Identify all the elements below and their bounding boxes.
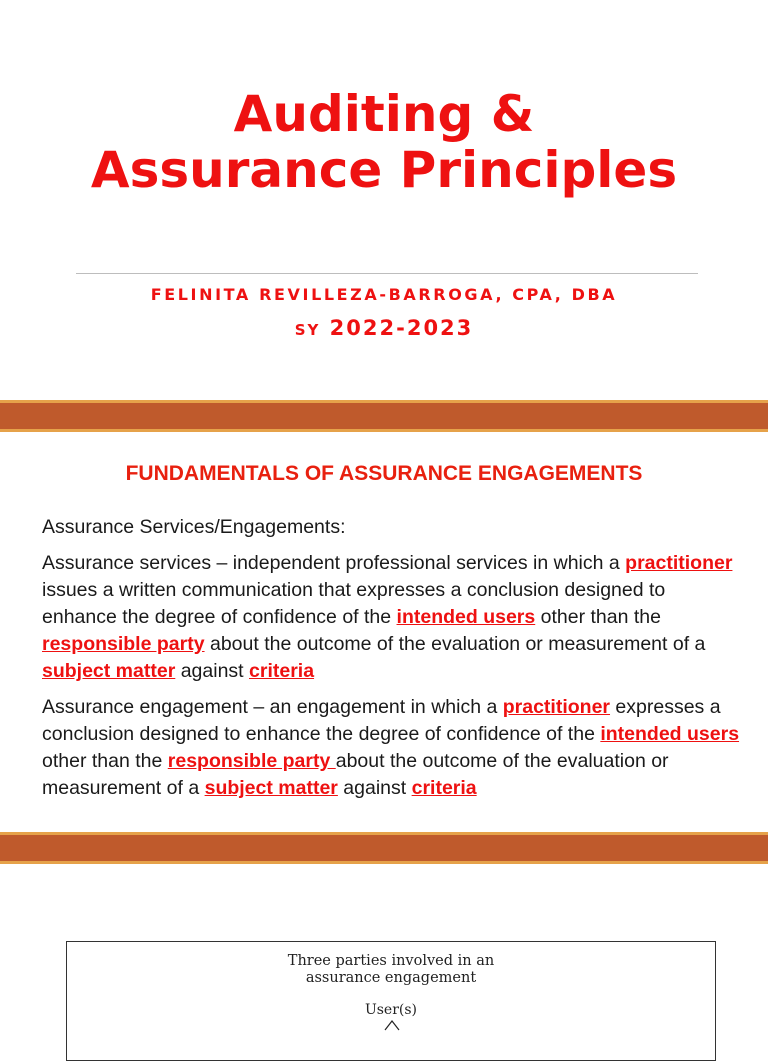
text-run: about the outcome of the evaluation or measurement of a [42, 750, 669, 799]
presentation-title [0, 86, 768, 198]
keyword-practitioner: practitioner [625, 552, 733, 574]
keyword-practitioner: practitioner [502, 696, 611, 718]
school-year-value: 2022-2023 [329, 316, 474, 340]
title-slide [0, 0, 768, 400]
slide-title: FUNDAMENTALS OF ASSURANCE ENGAGEMENTS [125, 462, 643, 485]
text-run: expresses a conclusion designed to enhance the degree of confidence of the [42, 696, 721, 745]
diagram-title-line-1: Three parties involved in an [287, 953, 495, 969]
title-divider [76, 273, 698, 274]
slide-separator [0, 832, 768, 864]
school-year [0, 316, 768, 340]
separator-edge [0, 832, 768, 835]
separator-edge [0, 400, 768, 403]
text-run: Assurance engagement – an engagement in which a [42, 696, 503, 718]
school-year-prefix: SY [294, 321, 321, 339]
text-run: against [175, 660, 250, 682]
text-run: other than the [42, 750, 168, 772]
content-slide [0, 432, 768, 832]
text-run: issues a written communication that expresses a conclusion designed to enhance the degree of confidence of the [42, 579, 666, 628]
diagram-title [67, 953, 715, 987]
text-run: about the outcome of the evaluation or measurement of a [204, 633, 706, 655]
diagram-user-label: User(s) [364, 1002, 418, 1018]
title-line-2: Assurance Principles [90, 141, 678, 199]
title-line-1: Auditing & [233, 85, 535, 143]
text-run: Assurance services – independent professional services in which a [42, 552, 626, 574]
text-run: other than the [535, 606, 661, 628]
keyword-responsible-party: responsible party [167, 750, 336, 772]
slide-separator [0, 400, 768, 432]
text-run: against [337, 777, 412, 799]
keyword-subject-matter: subject matter [42, 660, 176, 682]
keyword-responsible-party: responsible party [42, 633, 205, 655]
diagram-slide [0, 864, 768, 1024]
section-heading: Assurance Services/Engagements: [42, 516, 346, 538]
keyword-criteria: criteria [249, 660, 315, 682]
keyword-subject-matter: subject matter [204, 777, 338, 799]
author-name: FELINITA REVILLEZA-BARROGA, CPA, DBA [150, 285, 618, 304]
assurance-engagement-definition [42, 694, 742, 802]
three-parties-diagram [66, 941, 716, 1061]
arrow-up-icon [384, 1019, 400, 1031]
diagram-title-line-2: assurance engagement [305, 970, 477, 986]
keyword-intended-users: intended users [600, 723, 740, 745]
keyword-intended-users: intended users [396, 606, 536, 628]
assurance-services-definition [42, 550, 742, 685]
keyword-criteria: criteria [411, 777, 477, 799]
